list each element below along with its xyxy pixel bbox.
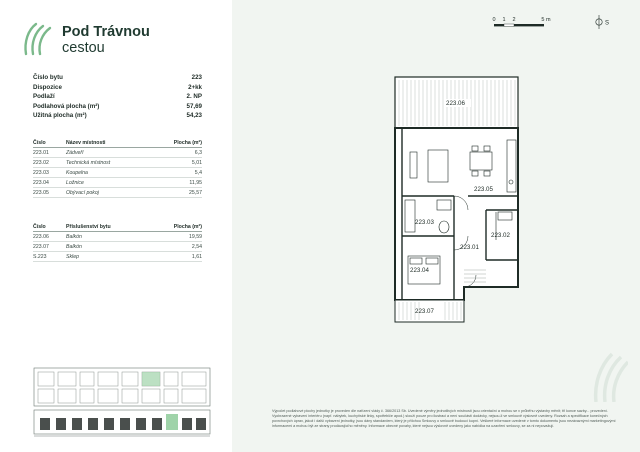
info-label: Dispozice [33, 83, 62, 91]
table-row [33, 148, 202, 158]
info-value: 2+kk [188, 83, 202, 91]
room-area: 25,57 [189, 190, 202, 196]
room-number: 223.04 [33, 180, 49, 186]
table-row [33, 232, 202, 242]
table-row [33, 178, 202, 188]
accessories-table [33, 222, 202, 262]
table-row [33, 252, 202, 262]
info-row [33, 111, 202, 121]
info-label: Užitná plocha (m²) [33, 112, 87, 120]
brand-line-1: Pod Trávnou [62, 24, 150, 40]
info-value: 54,23 [186, 112, 202, 120]
info-row [33, 92, 202, 102]
info-value: 2. NP [186, 93, 202, 101]
room-label: 223.04 [410, 267, 429, 274]
floor-plan [232, 0, 640, 452]
brand-line-2: cestou [62, 40, 105, 56]
room-area: 5,01 [191, 160, 202, 166]
info-value: 57,69 [186, 102, 202, 110]
room-label: 223.03 [415, 219, 434, 226]
scale-tick: 1 [502, 17, 506, 23]
item-area: 2,54 [191, 244, 202, 250]
north-label: S [605, 20, 610, 27]
room-number: 223.05 [33, 190, 49, 196]
column-header: Číslo [33, 140, 46, 146]
scale-tick: 5 m [541, 17, 551, 23]
item-name: Balkón [66, 234, 82, 240]
room-name: Obývací pokoj [66, 190, 99, 196]
room-area: 6,3 [194, 150, 202, 156]
table-header [33, 222, 202, 232]
table-row [33, 188, 202, 198]
table-header [33, 138, 202, 148]
building-elevation-diagram [32, 364, 212, 442]
rooms-table [33, 138, 202, 198]
item-area: 19,59 [189, 234, 202, 240]
item-number: 223.07 [33, 244, 49, 250]
room-name: Ložnice [66, 180, 84, 186]
item-area: 1,61 [191, 254, 202, 260]
room-number: 223.02 [33, 160, 49, 166]
table-row [33, 242, 202, 252]
scale-tick: 0 [492, 17, 496, 23]
info-value: 223 [191, 74, 202, 81]
disclaimer-text: Výpočet podlahové plochy jednotky je proveden dle nařízení vlády č. 366/2013 Sb. Uvedené výměry jednotlivých místností jsou orientační a mohou se v průběhu výstavby měnit; tři konce sazby... provedení. Vyobrazené vybavení interiéru (např. nábytek, kuchyňské linky, spotřebiče apod.) slouží pouze pro ilustraci a není součástí dodávky, nejsou-li ve smlouvě výslovně uvedeny. Rozsah a specifikace konečných povrchových úprav, jakož i další vybavení jednotky, jsou dány standardem, který je přílohou Smlouvy o smlouvě budoucí kupní. Veškeré informace uvedené v tomto dokumentu jsou nezávaznými marketingovými informacemi a mohou být ze strany prodávajícího měněny. Informace obecné povahy, které nejsou výslovně uvedeny jako nabídka na uzavření smlouvy, se za ni nepovažují. [272, 409, 616, 428]
room-area: 11,95 [189, 180, 202, 186]
room-label: 223.07 [415, 308, 434, 315]
column-header: Plocha (m²) [173, 224, 202, 230]
room-number: 223.03 [33, 170, 49, 176]
decorative-brand-icon [592, 352, 628, 402]
column-header: Číslo [33, 224, 46, 230]
info-label: Podlaží [33, 93, 55, 101]
info-label: Číslo bytu [33, 74, 63, 81]
room-area: 5,4 [194, 170, 202, 176]
scale-bar [492, 17, 551, 26]
unit-info [33, 73, 202, 121]
item-name: Balkón [66, 244, 82, 250]
room-name: Koupelna [66, 170, 88, 176]
north-arrow-icon [596, 15, 609, 29]
room-label: 223.01 [460, 244, 479, 251]
room-name: Zádveří [66, 150, 84, 156]
info-row [33, 73, 202, 83]
room-number: 223.01 [33, 150, 49, 156]
left-panel [0, 0, 232, 452]
column-header: Příslušenství bytu [66, 224, 111, 230]
floor-plan-panel [232, 0, 640, 452]
info-row [33, 83, 202, 93]
brand-name [62, 24, 150, 56]
room-label: 223.02 [491, 232, 510, 239]
item-name: Sklep [66, 254, 79, 260]
info-label: Podlahová plocha (m²) [33, 102, 100, 110]
info-row [33, 102, 202, 112]
room-label: 223.05 [474, 186, 493, 193]
brand-logo-icon [22, 22, 54, 56]
table-row [33, 168, 202, 178]
item-number: 223.06 [33, 234, 49, 240]
item-number: S.223 [33, 254, 47, 260]
scale-tick: 2 [512, 17, 516, 23]
room-name: Technická místnost [66, 160, 111, 166]
table-row [33, 158, 202, 168]
column-header: Název místnosti [66, 140, 106, 146]
room-label: 223.06 [446, 100, 465, 107]
column-header: Plocha (m²) [173, 140, 202, 146]
